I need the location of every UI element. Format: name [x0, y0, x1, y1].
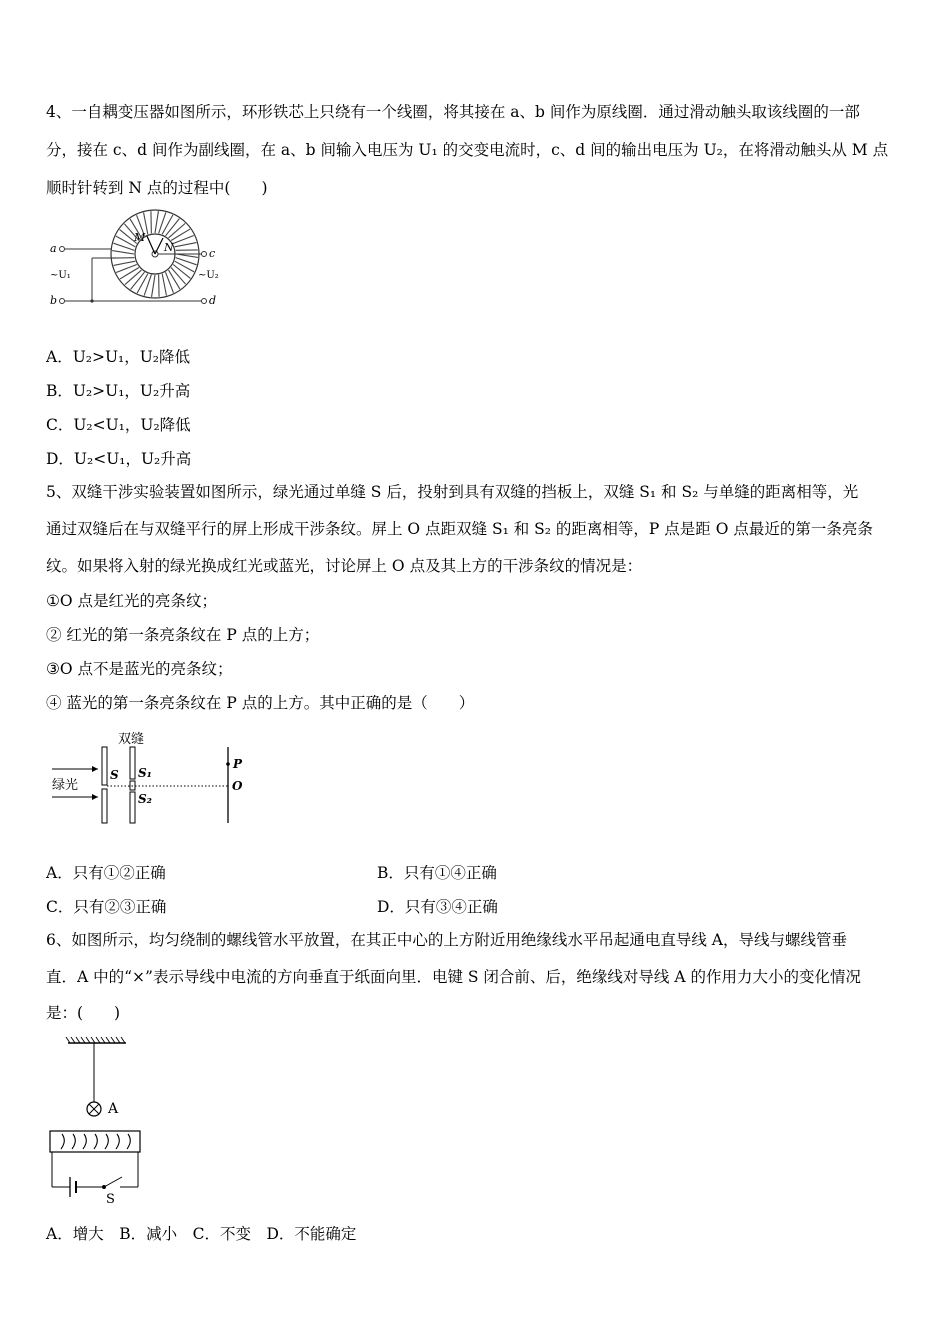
- q6-stem-line-2: 直．A 中的“×”表示导线中电流的方向垂直于纸面向里．电键 S 闭合前、后，绝缘线对导线 A 的作用力大小的变化情况: [46, 968, 861, 986]
- label-u2: ~U₂: [198, 270, 219, 281]
- q5-statement-4: ④ 蓝光的第一条亮条纹在 P 点的上方。其中正确的是（ ）: [46, 694, 475, 712]
- q6-stem-line-3: 是：( ): [46, 1004, 121, 1022]
- label-switch-s: S: [106, 1192, 115, 1205]
- label-n: N: [164, 241, 174, 254]
- q5-option-d: D．只有③④正确: [377, 898, 498, 916]
- q5-statement-3: ③O 点不是蓝光的亮条纹；: [46, 660, 233, 678]
- q4-option-a: A．U₂>U₁，U₂降低: [46, 348, 191, 366]
- q5-statement-1: ①O 点是红光的亮条纹；: [46, 592, 218, 610]
- label-m: M: [134, 231, 146, 244]
- q5-option-c: C．只有②③正确: [46, 898, 167, 916]
- label-double-slit: 双缝: [118, 732, 145, 747]
- q4-stem-line-1: 4、一自耦变压器如图所示，环形铁芯上只绕有一个线圈，将其接在 a、b 间作为原线圈．通过滑动触头取该线圈的一部: [46, 103, 860, 121]
- q4-option-b: B．U₂>U₁，U₂升高: [46, 382, 191, 400]
- label-wire-a: A: [108, 1101, 119, 1117]
- q5-option-a: A．只有①②正确: [46, 864, 166, 882]
- label-p: P: [233, 757, 243, 771]
- q6-options: A．增大 B．减小 C．不变 D．不能确定: [46, 1225, 357, 1243]
- q4-stem-line-2: 分，接在 c、d 间作为副线圈，在 a、b 间输入电压为 U₁ 的交变电流时，c、d 间的输出电压为 U₂，在将滑动触头从 M 点: [46, 141, 889, 159]
- q5-stem-line-3: 纹。如果将入射的绿光换成红光或蓝光，讨论屏上 O 点及其上方的干涉条纹的情况是：: [46, 557, 643, 575]
- label-green-light: 绿光: [52, 778, 79, 793]
- q5-statement-2: ② 红光的第一条亮条纹在 P 点的上方；: [46, 626, 320, 644]
- q4-option-d: D．U₂<U₁，U₂升高: [46, 450, 192, 468]
- double-slit-figure: [46, 727, 256, 827]
- q6-stem-line-1: 6、如图所示，均匀绕制的螺线管水平放置，在其正中心的上方附近用绝缘线水平吊起通电直导线 A，导线与螺线管垂: [46, 931, 847, 949]
- solenoid-figure: [46, 1035, 156, 1205]
- terminal-b: b: [50, 294, 58, 307]
- terminal-d: d: [209, 294, 217, 307]
- label-s: S: [110, 768, 119, 782]
- q5-stem-line-1: 5、双缝干涉实验装置如图所示，绿光通过单缝 S 后，投射到具有双缝的挡板上，双缝 S₁ 和 S₂ 与单缝的距离相等，光: [46, 483, 859, 501]
- q5-option-b: B．只有①④正确: [377, 864, 497, 882]
- terminal-a: a: [50, 242, 57, 255]
- q5-stem-line-2: 通过双缝后在与双缝平行的屏上形成干涉条纹。屏上 O 点距双缝 S₁ 和 S₂ 的距离相等，P 点是距 O 点最近的第一条亮条: [46, 520, 873, 538]
- label-s2: S₂: [138, 792, 152, 806]
- q4-option-c: C．U₂<U₁，U₂降低: [46, 416, 191, 434]
- label-u1: ~U₁: [50, 270, 71, 281]
- autotransformer-figure: [46, 208, 236, 316]
- label-o: O: [232, 779, 243, 793]
- terminal-c: c: [209, 247, 216, 260]
- label-s1: S₁: [138, 766, 152, 780]
- q4-stem-line-3: 顺时针转到 N 点的过程中( ): [46, 179, 268, 197]
